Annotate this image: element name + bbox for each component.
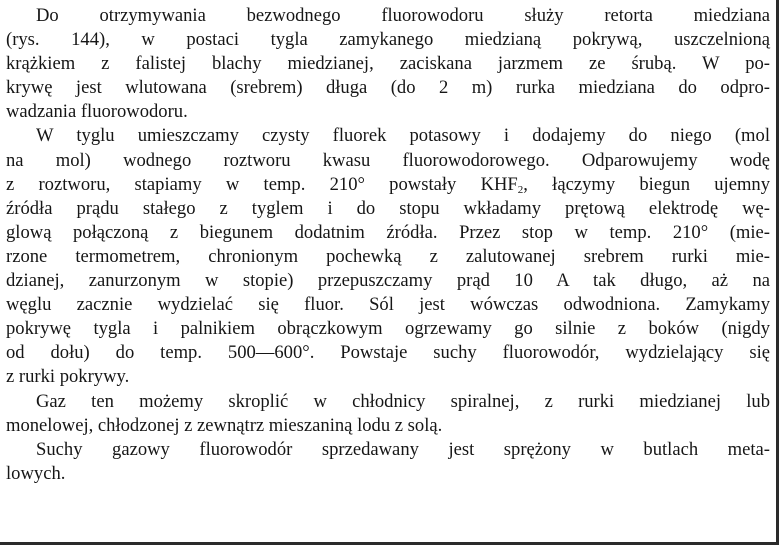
- text-line: krążkiem z falistej blachy miedzianej, zaciskana jarzmem ze śrubą. W po-: [6, 53, 770, 75]
- text-line-with-formula: [6, 173, 770, 197]
- text-line: pokrywę tygla i palnikiem obrączkowym ogrzewamy go silnie z boków (nigdy: [6, 318, 770, 340]
- formula-continuation-text: , łączymy biegun ujemny: [523, 173, 770, 195]
- text-line: (rys. 144), w postaci tygla zamykanego miedzianą pokrywą, uszczelnioną: [6, 29, 770, 51]
- text-line: Gaz ten możemy skroplić w chłodnicy spiralnej, z rurki miedzianej lub: [36, 390, 770, 412]
- formula-text: z roztworu, stapiamy w temp. 210° powstały KHF: [6, 173, 518, 195]
- paragraph-procedure: [6, 124, 770, 389]
- document-page: [6, 4, 770, 486]
- text-line: glową połączoną z biegunem dodatnim źródła. Przez stop w temp. 210° (mie-: [6, 221, 770, 243]
- text-line: rzone termometrem, chronionym pochewką z zalutowanej srebrem rurki mie-: [6, 245, 770, 267]
- text-line: węglu zacznie wydzielać się fluor. Sól jest wówczas odwodniona. Zamykamy: [6, 294, 770, 316]
- paragraph-storage: [6, 438, 770, 486]
- text-line: wadzania fluorowodoru.: [6, 101, 188, 123]
- formula-subscript: 2: [517, 183, 524, 196]
- text-line: lowych.: [6, 462, 66, 484]
- text-line: od dołu) do temp. 500—600°. Powstaje suchy fluorowodór, wydzielający się: [6, 342, 770, 364]
- text-line: W tyglu umieszczamy czysty fluorek potasowy i dodajemy do niego (mol: [36, 125, 770, 147]
- text-line: dzianej, zanurzonym w stopie) przepuszczamy prąd 10 A tak długo, aż na: [6, 270, 770, 292]
- text-line: Suchy gazowy fluorowodór sprzedawany jest sprężony w butlach meta-: [36, 438, 770, 460]
- paragraph-retort-description: [6, 4, 770, 124]
- text-line: na mol) wodnego roztworu kwasu fluorowodorowego. Odparowujemy wodę: [6, 149, 770, 171]
- paragraph-condensation: [6, 390, 770, 438]
- text-line: krywę jest wlutowana (srebrem) długa (do 2 m) rurka miedziana do odpro-: [6, 77, 770, 99]
- text-line: źródła prądu stałego z tyglem i do stopu wkładamy prętową elektrodę wę-: [6, 197, 770, 219]
- text-line: z rurki pokrywy.: [6, 366, 130, 388]
- text-line: Do otrzymywania bezwodnego fluorowodoru służy retorta miedziana: [36, 5, 770, 26]
- text-line: monelowej, chłodzonej z zewnątrz mieszaniną lodu z solą.: [6, 414, 443, 436]
